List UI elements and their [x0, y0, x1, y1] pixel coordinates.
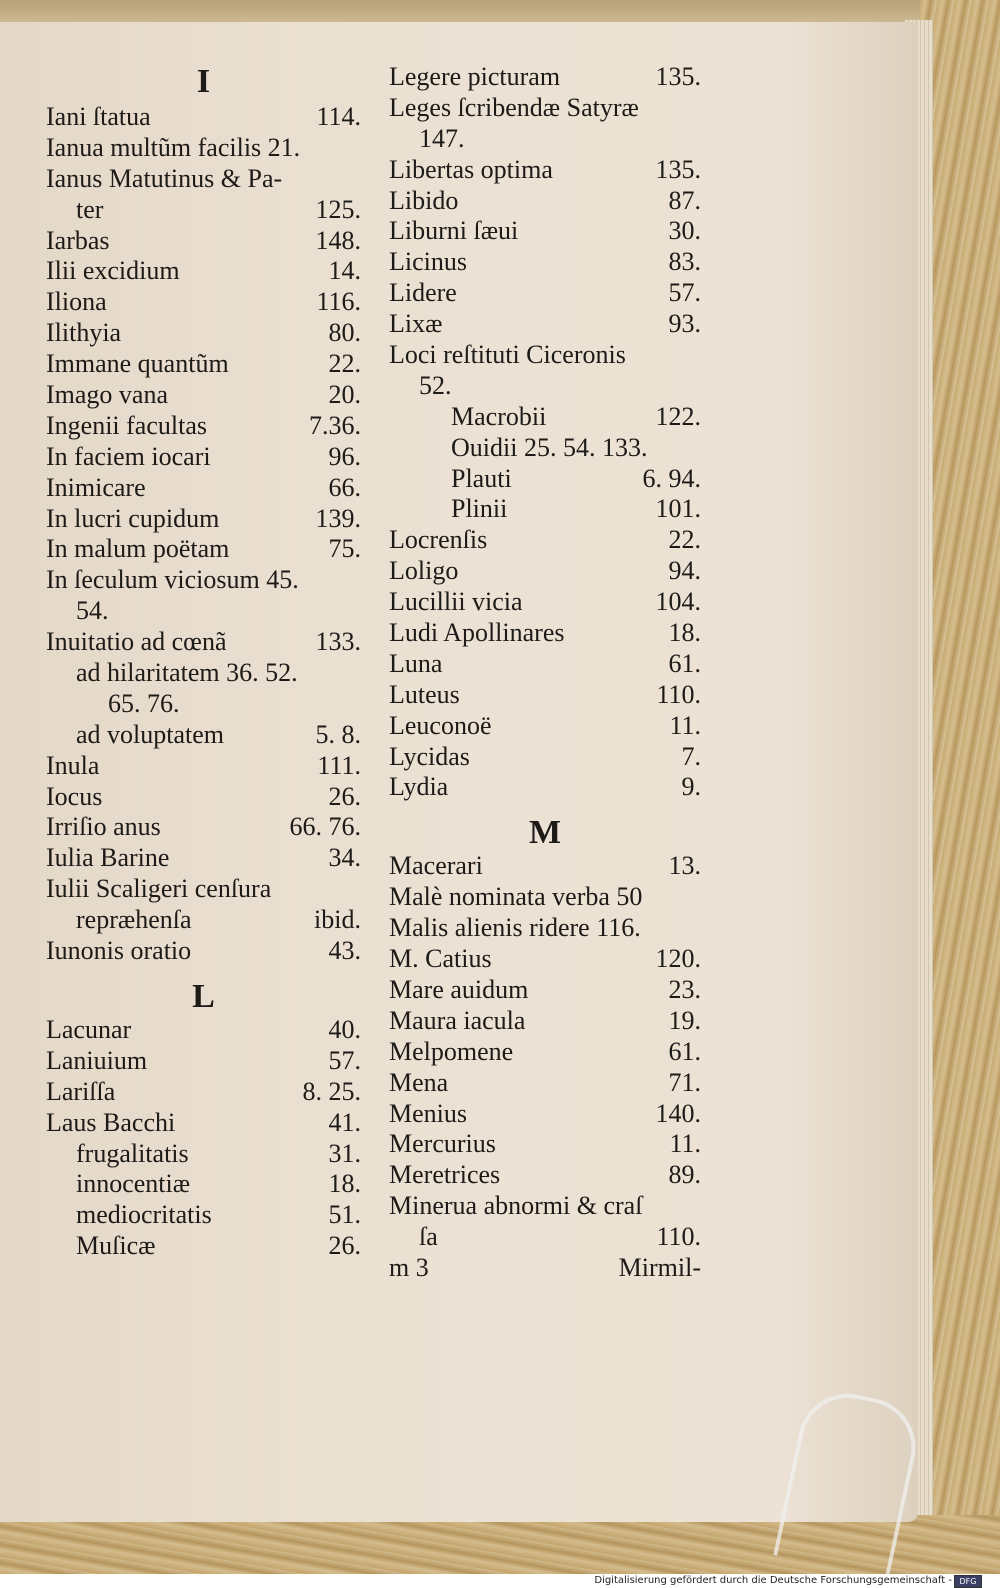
entry-term: Lydia	[389, 772, 449, 802]
index-entry	[46, 226, 361, 257]
entry-term: Liburni ſæui	[389, 216, 519, 246]
index-entry	[389, 851, 701, 882]
entry-page-ref: 6. 94.	[642, 463, 701, 493]
entry-term: Laniuium	[46, 1045, 148, 1075]
entry-page-ref: 7.36.	[309, 410, 361, 440]
entry-term: Ianus Matutinus & Pa-	[46, 163, 283, 193]
section-heading: I	[196, 63, 211, 100]
entry-page-ref: 23.	[668, 974, 701, 1004]
index-entry	[46, 1077, 361, 1108]
index-entry	[46, 658, 361, 689]
entry-term: Luteus	[389, 679, 460, 709]
entry-term: Immane quantũm	[46, 349, 229, 379]
entry-term: Lucillii vicia	[389, 587, 523, 617]
entry-term: In faciem iocari	[46, 441, 211, 471]
entry-term: 54.	[76, 596, 109, 626]
entry-term: In lucri cupidum	[46, 503, 220, 533]
index-entry	[46, 411, 361, 442]
entry-page-ref: 116.	[316, 287, 361, 317]
index-entry	[389, 1129, 701, 1160]
index-entry	[389, 742, 701, 773]
index-entry	[389, 494, 701, 525]
index-entry	[389, 371, 701, 402]
index-entry	[389, 464, 701, 495]
entry-term: ad voluptatem	[76, 719, 225, 749]
entry-page-ref: 148.	[315, 225, 361, 255]
index-entry	[46, 905, 361, 936]
entry-term: Lycidas	[389, 741, 470, 771]
index-entry	[389, 278, 701, 309]
entry-term: Ilii excidium	[46, 256, 180, 286]
index-entry	[389, 1191, 701, 1222]
entry-term: Ingenii facultas	[46, 410, 207, 440]
entry-page-ref: 9.	[681, 772, 701, 802]
entry-page-ref: 57.	[668, 278, 701, 308]
index-entry	[46, 349, 361, 380]
entry-page-ref: 11.	[669, 710, 701, 740]
index-entry	[46, 442, 361, 473]
entry-term: 52.	[419, 370, 452, 400]
index-entry	[389, 93, 701, 124]
entry-term: M. Catius	[389, 944, 492, 974]
index-entry	[389, 711, 701, 742]
entry-page-ref: 140.	[655, 1098, 701, 1128]
entry-page-ref: 101.	[655, 494, 701, 524]
entry-term: 65. 76.	[108, 688, 180, 718]
entry-term: Macrobii	[451, 401, 547, 431]
entry-page-ref: 5. 8.	[315, 719, 361, 749]
index-entry	[389, 1037, 701, 1068]
entry-term: Malè nominata verba 50	[389, 882, 643, 912]
index-entry	[46, 627, 361, 658]
index-entry	[389, 556, 701, 587]
index-entry	[389, 1006, 701, 1037]
entry-term: Meretrices	[389, 1160, 501, 1190]
entry-page-ref: 7.	[681, 741, 701, 771]
entry-page-ref: 66. 76.	[289, 812, 361, 842]
entry-page-ref: 71.	[668, 1067, 701, 1097]
section-heading: M	[528, 814, 562, 852]
entry-term: Licinus	[389, 247, 467, 277]
index-entry	[46, 164, 361, 195]
entry-term: Inuitatio ad cœnã	[46, 627, 227, 657]
entry-term: Loci reſtituti Ciceronis	[389, 340, 626, 370]
index-entry	[46, 1200, 361, 1231]
entry-page-ref: 110.	[656, 679, 701, 709]
entry-term: Lariſſa	[46, 1076, 116, 1106]
entry-page-ref: 104.	[655, 587, 701, 617]
index-entry	[389, 155, 701, 186]
entry-term: Luna	[389, 648, 443, 678]
entry-term: Leuconoë	[389, 710, 492, 740]
index-entry	[46, 843, 361, 874]
index-entry	[46, 1169, 361, 1200]
entry-term: Ludi Apollinares	[389, 618, 565, 648]
entry-page-ref: 57.	[328, 1045, 361, 1075]
entry-page-ref: 93.	[668, 309, 701, 339]
index-entry	[46, 1015, 361, 1046]
entry-page-ref: 26.	[328, 1231, 361, 1261]
index-entry	[389, 772, 701, 803]
entry-page-ref: 111.	[317, 750, 361, 780]
entry-page-ref: 87.	[668, 185, 701, 215]
entry-term: Iunonis oratio	[46, 936, 192, 966]
entry-page-ref: 19.	[668, 1005, 701, 1035]
entry-term: m 3	[389, 1252, 429, 1282]
index-entry	[389, 882, 701, 913]
index-entry	[46, 565, 361, 596]
index-entry	[46, 812, 361, 843]
entry-page-ref: 14.	[328, 256, 361, 286]
entry-page-ref: 8. 25.	[302, 1076, 361, 1106]
index-entry	[46, 473, 361, 504]
entry-page-ref: 66.	[328, 472, 361, 502]
index-entry	[46, 287, 361, 318]
entry-term: ſa	[419, 1222, 438, 1252]
entry-term: Iulii Scaligeri cenſura	[46, 874, 272, 904]
entry-page-ref: 139.	[315, 503, 361, 533]
entry-term: Lixæ	[389, 309, 443, 339]
index-entry	[389, 62, 701, 93]
entry-page-ref: 43.	[328, 936, 361, 966]
index-entry	[389, 680, 701, 711]
entry-page-ref: 135.	[655, 62, 701, 91]
entry-term: Melpomene	[389, 1036, 514, 1066]
entry-term: Imago vana	[46, 380, 169, 410]
dfg-logo: DFG	[954, 1575, 982, 1588]
entry-term: Lacunar	[46, 1014, 132, 1044]
entry-page-ref: 20.	[328, 380, 361, 410]
index-column-left	[46, 62, 361, 1262]
index-entry	[389, 618, 701, 649]
index-entry	[46, 1108, 361, 1139]
entry-term: Plinii	[451, 494, 508, 524]
index-entry	[389, 1253, 701, 1284]
entry-term: Inimicare	[46, 472, 146, 502]
entry-page-ref: 135.	[655, 154, 701, 184]
entry-term: Plauti	[451, 463, 512, 493]
entry-term: Muſicæ	[76, 1231, 156, 1261]
index-entry	[389, 186, 701, 217]
entry-term: ad hilaritatem 36. 52.	[76, 658, 298, 688]
entry-page-ref: 34.	[328, 843, 361, 873]
entry-page-ref: 61.	[668, 1036, 701, 1066]
entry-page-ref: 51.	[328, 1200, 361, 1230]
index-entry	[46, 782, 361, 813]
entry-page-ref: 11.	[669, 1129, 701, 1159]
index-entry	[389, 124, 701, 155]
index-entry	[389, 1099, 701, 1130]
index-entry	[389, 216, 701, 247]
index-column-right	[389, 62, 701, 1284]
index-entry	[389, 1222, 701, 1253]
book-cover-top	[0, 0, 1000, 24]
index-entry	[389, 433, 701, 464]
entry-term: Iani ſtatua	[46, 102, 151, 131]
index-entry	[46, 102, 361, 133]
entry-term: Malis alienis ridere 116.	[389, 913, 641, 943]
entry-term: Iocus	[46, 781, 103, 811]
entry-page-ref: 22.	[328, 349, 361, 379]
index-entry	[46, 195, 361, 226]
index-entry	[46, 1139, 361, 1170]
index-entry	[46, 596, 361, 627]
index-entry	[389, 402, 701, 433]
entry-page-ref: 80.	[328, 318, 361, 348]
entry-term: Maura iacula	[389, 1005, 526, 1035]
entry-term: Legere picturam	[389, 62, 561, 91]
index-entry	[46, 256, 361, 287]
entry-page-ref: 61.	[668, 648, 701, 678]
entry-term: Macerari	[389, 851, 483, 881]
entry-term: repræhenſa	[76, 905, 192, 935]
index-entry	[46, 318, 361, 349]
entry-page-ref: 26.	[328, 781, 361, 811]
entry-term: Iulia Barine	[46, 843, 170, 873]
entry-term: Iarbas	[46, 225, 110, 255]
index-entry	[46, 380, 361, 411]
entry-term: frugalitatis	[76, 1138, 189, 1168]
index-entry	[389, 1160, 701, 1191]
entry-term: Ianua multũm facilis 21.	[46, 132, 301, 162]
index-entry	[389, 944, 701, 975]
entry-page-ref: 125.	[315, 194, 361, 224]
entry-term: Libertas optima	[389, 154, 553, 184]
entry-term: ter	[76, 194, 104, 224]
entry-page-ref: 75.	[328, 534, 361, 564]
entry-term: Lidere	[389, 278, 457, 308]
entry-term: In malum poëtam	[46, 534, 230, 564]
index-entry	[389, 975, 701, 1006]
index-entry	[46, 689, 361, 720]
entry-page-ref: 120.	[655, 944, 701, 974]
index-entry	[46, 936, 361, 967]
index-entry	[389, 525, 701, 556]
index-entry	[389, 309, 701, 340]
entry-page-ref: 30.	[668, 216, 701, 246]
index-entry	[46, 1231, 361, 1262]
entry-term: 147.	[419, 123, 465, 153]
entry-page-ref: 110.	[656, 1222, 701, 1252]
entry-term: Leges ſcribendæ Satyræ	[389, 92, 639, 122]
entry-term: Mena	[389, 1067, 449, 1097]
index-entry	[46, 720, 361, 751]
index-entry	[46, 133, 361, 164]
index-entry	[46, 504, 361, 535]
entry-page-ref: 83.	[668, 247, 701, 277]
entry-term: Ouidii 25. 54. 133.	[451, 432, 648, 462]
index-entry	[46, 1046, 361, 1077]
entry-page-ref: 13.	[668, 851, 701, 881]
footer-credit: Digitalisierung gefördert durch die Deutsche Forschungsgemeinschaft -	[594, 1575, 952, 1586]
entry-page-ref: 94.	[668, 556, 701, 586]
index-entry	[389, 913, 701, 944]
entry-term: Menius	[389, 1098, 467, 1128]
entry-term: Libido	[389, 185, 459, 215]
entry-page-ref: 122.	[655, 401, 701, 431]
entry-term: Irriſio anus	[46, 812, 161, 842]
entry-page-ref: 40.	[328, 1014, 361, 1044]
entry-term: Inula	[46, 750, 100, 780]
section-heading: L	[192, 977, 215, 1015]
index-entry	[46, 534, 361, 565]
entry-term: Iliona	[46, 287, 107, 317]
entry-page-ref: Mirmil-	[618, 1252, 701, 1282]
entry-term: mediocritatis	[76, 1200, 212, 1230]
entry-term: In ſeculum viciosum 45.	[46, 565, 299, 595]
index-entry	[389, 247, 701, 278]
entry-term: Laus Bacchi	[46, 1107, 176, 1137]
entry-page-ref: 18.	[328, 1169, 361, 1199]
entry-page-ref: 31.	[328, 1138, 361, 1168]
entry-page-ref: 114.	[316, 102, 361, 131]
entry-page-ref: 18.	[668, 618, 701, 648]
index-entry	[389, 649, 701, 680]
entry-term: Loligo	[389, 556, 459, 586]
entry-term: Minerua abnormi & craſ	[389, 1191, 643, 1221]
index-entry	[46, 874, 361, 905]
entry-term: Locrenſis	[389, 525, 488, 555]
index-entry	[389, 340, 701, 371]
index-entry	[46, 751, 361, 782]
entry-term: Ilithyia	[46, 318, 122, 348]
index-entry	[389, 587, 701, 618]
entry-term: Mare auidum	[389, 974, 529, 1004]
entry-page-ref: 89.	[668, 1160, 701, 1190]
entry-page-ref: 22.	[668, 525, 701, 555]
entry-page-ref: 133.	[315, 627, 361, 657]
index-entry	[389, 1068, 701, 1099]
entry-term: Mercurius	[389, 1129, 496, 1159]
entry-page-ref: 96.	[328, 441, 361, 471]
entry-term: innocentiæ	[76, 1169, 191, 1199]
entry-page-ref: 41.	[328, 1107, 361, 1137]
entry-page-ref: ibid.	[314, 905, 361, 935]
